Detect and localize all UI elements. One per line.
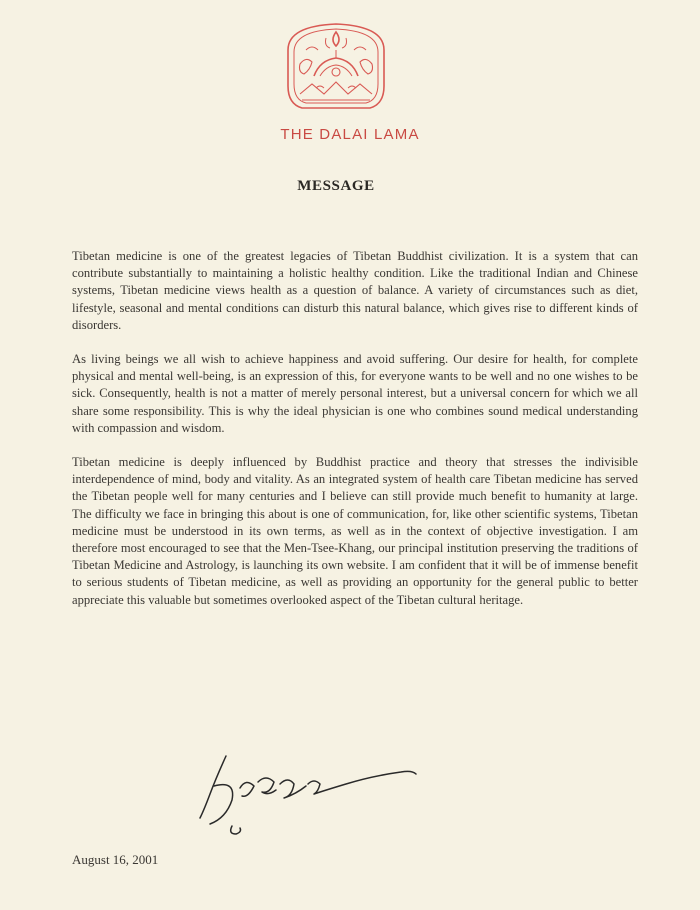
- paragraph-1: Tibetan medicine is one of the greatest legacies of Tibetan Buddhist civilization. It is a system that can contribute substantially to maintaining a holistic healthy condition. Like the traditional Indian and Chinese systems, Tibetan medicine views health as a question of balance. A variety of circumstances such as diet, lifestyle, seasonal and mental conditions can disturb this natural balance, which gives rise to different kinds of disorders.: [72, 249, 638, 332]
- tibetan-seal-icon: [280, 20, 392, 112]
- letter-date: August 16, 2001: [72, 852, 159, 867]
- paragraph-2: As living beings we all wish to achieve happiness and avoid suffering. Our desire for health, for complete physical and mental well-being, is an expression of this, for everyone wants to be well and no one wishes to be sick. Consequently, health is not a matter of merely personal interest, but a universal concern for which we all share some responsibility. This is why the ideal physician is one who combines sound medical understanding with compassion and wisdom.: [72, 352, 638, 435]
- message-heading: MESSAGE: [297, 178, 375, 194]
- message-body: [72, 248, 638, 626]
- handwritten-signature-icon: [196, 748, 421, 838]
- letterhead-name: THE DALAI LAMA: [280, 126, 420, 143]
- paragraph-3: Tibetan medicine is deeply influenced by Buddhist practice and theory that stresses the indivisible interdependence of mind, body and vitality. As an integrated system of health care Tibetan medicine has served the Tibetan people well for many centuries and I believe can still provide much benefit to humanity at large. The difficulty we face in bringing this about is one of communication, for, like other scientific systems, Tibetan medicine must be understood in its own terms, as well as in the context of objective investigation. I am therefore most encouraged to see that the Men-Tsee-Khang, our principal institution preserving the traditions of Tibetan Medicine and Astrology, is launching its own website. I am confident that it will be of immense benefit to serious students of Tibetan medicine, as well as providing an opportunity for the general public to better appreciate this valuable but sometimes overlooked aspect of the Tibetan cultural heritage.: [72, 455, 638, 607]
